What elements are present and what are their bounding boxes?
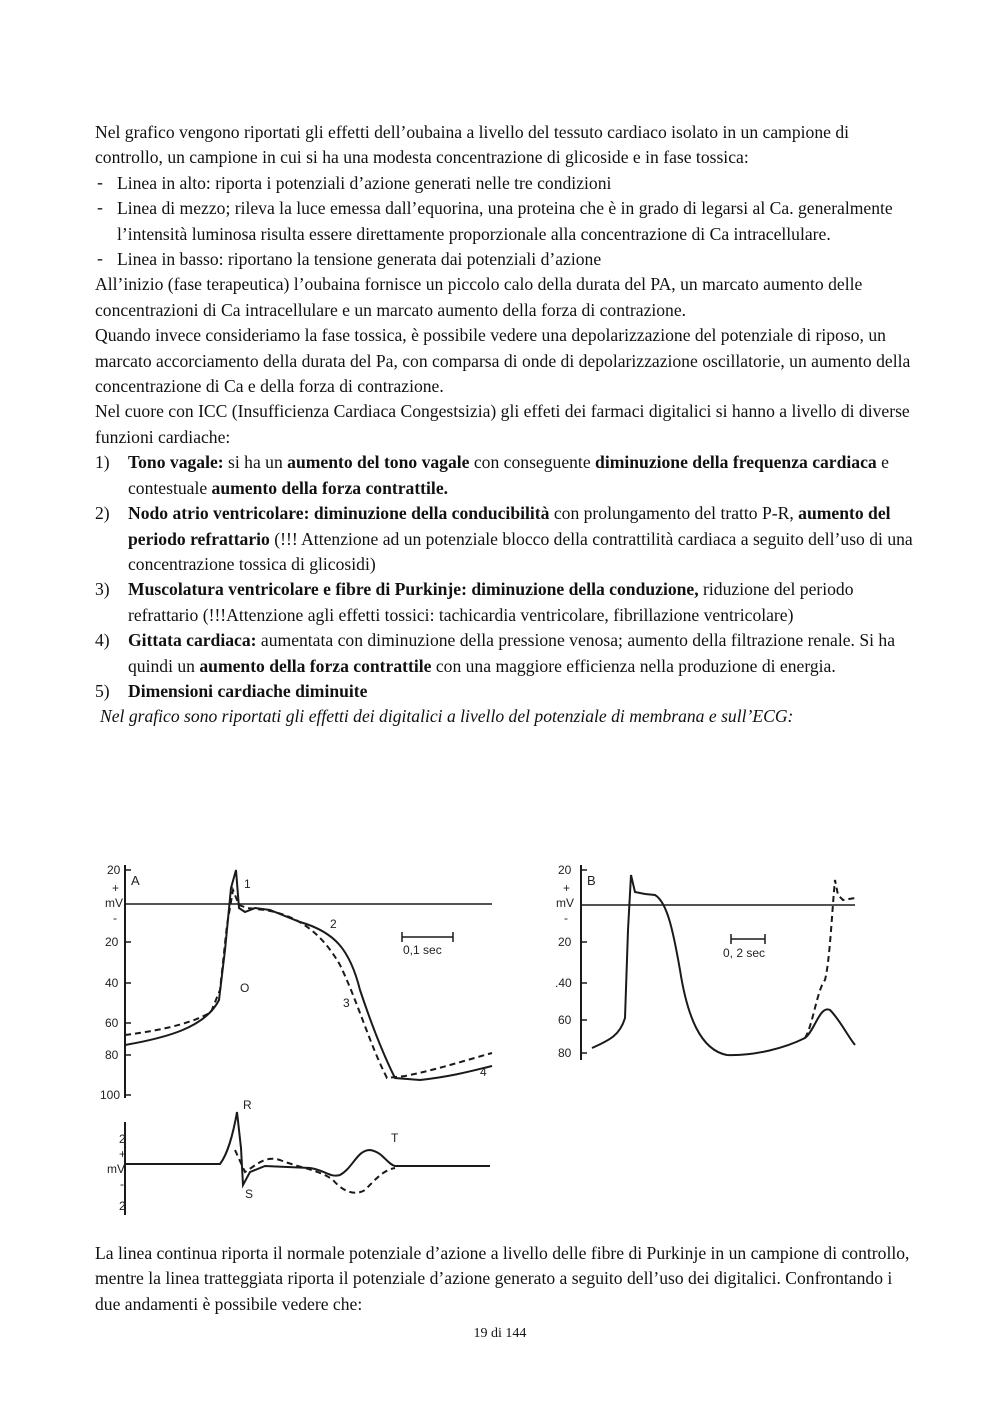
curve-label: 1 xyxy=(244,877,251,891)
body-text: con prolungamento del tratto P-R, xyxy=(549,503,799,524)
bottom-paragraph: La linea continua riporta il normale potenziale d’azione a livello delle fibre di Purkinje in un campione di controllo, mentre la linea tratteggiata riporta il potenziale d’azione generato a seguito dell’uso dei digitalici. Confrontando i due andamenti è possibile vedere che: xyxy=(95,1243,910,1314)
tick-label: - xyxy=(113,911,117,925)
bold-text: Dimensioni cardiache diminuite xyxy=(128,680,368,701)
curve-label: 4 xyxy=(480,1065,487,1079)
tick-label: 2 xyxy=(119,1132,126,1146)
ecg-label: S xyxy=(245,1187,254,1201)
time-scale-label: 0,1 sec xyxy=(403,943,442,957)
list-item-3 xyxy=(95,577,915,628)
bold-text: aumento del periodo refrattario xyxy=(128,503,891,549)
item-number: 4) xyxy=(95,630,110,651)
tick-label: 60 xyxy=(105,1016,119,1030)
figure-action-potentials xyxy=(95,850,875,1225)
time-scale-label: 0, 2 sec xyxy=(723,946,766,960)
tick-label: + xyxy=(119,1147,127,1161)
tick-label: 20 xyxy=(558,935,572,949)
body-text: e contestuale xyxy=(128,452,889,498)
figure-svg xyxy=(95,850,875,1225)
panel-b-letter: B xyxy=(587,873,596,888)
curve-label: 3 xyxy=(343,996,350,1010)
tick-label: 60 xyxy=(558,1013,572,1027)
body-text: con conseguente xyxy=(469,452,596,473)
item-number: 1) xyxy=(95,452,110,473)
figure-caption: Nel grafico sono riportati gli effetti dei digitalici a livello del potenziale di membrana e sull’ECG: xyxy=(100,706,794,727)
tick-label: + xyxy=(112,881,120,895)
tick-label: + xyxy=(563,881,571,895)
tick-label: mV xyxy=(105,896,123,910)
list-item: - Linea in basso: riportano la tensione generata dai potenziali d’azione xyxy=(95,247,915,272)
panel-b-control-curve xyxy=(592,875,855,1055)
panel-ecg xyxy=(107,1098,490,1215)
tick-label: 100 xyxy=(100,1088,121,1102)
curve-label: 2 xyxy=(330,917,337,931)
panel-a-digitalis-curve xyxy=(125,890,492,1078)
ecg-label: T xyxy=(391,1131,399,1145)
body-text: si ha un xyxy=(223,452,288,473)
tick-label: 40 xyxy=(105,976,119,990)
list-item: - Linea in alto: riporta i potenziali d’azione generati nelle tre condizioni xyxy=(95,171,915,196)
body-text: riduzione del periodo refrattario (!!!Attenzione agli effetti tossici: tachicardia ventricolare, fibrillazione ventricolare) xyxy=(128,579,854,625)
page-number: 19 di 144 xyxy=(473,1326,527,1341)
tick-label: mV xyxy=(556,896,574,910)
bold-text: Muscolatura ventricolare e fibre di Purkinje: diminuzione della conduzione, xyxy=(128,579,699,600)
tick-label: 20 xyxy=(105,935,119,949)
tick-label: - xyxy=(120,1177,124,1191)
tick-label: 80 xyxy=(558,1046,572,1060)
tick-label: 2 xyxy=(119,1199,126,1213)
panel-b-digitalis-curve xyxy=(805,880,855,1038)
item-number: 3) xyxy=(95,579,110,600)
list-item-5 xyxy=(95,679,915,704)
list-item: - Linea di mezzo; rileva la luce emessa dall’equorina, una proteina che è in grado di legarsi al Ca. generalmente l’intensità luminosa risulta essere direttamente proporzionale alla concentrazione di Ca intracellulare. xyxy=(95,196,915,247)
body-text: aumentata con diminuzione della pressione venosa; aumento della filtrazione renale. Si ha quindi un xyxy=(128,630,896,676)
ecg-control-curve xyxy=(125,1112,490,1185)
intro-paragraph: Nel grafico vengono riportati gli effetti dell’oubaina a livello del tessuto cardiaco isolato in un campione di controllo, un campione in cui si ha una modesta concentrazione di glicoside e in fase tossica: xyxy=(95,122,850,168)
item-number: 2) xyxy=(95,503,110,524)
bold-text: aumento del tono vagale xyxy=(287,452,470,473)
panel-a-control-curve xyxy=(125,870,492,1080)
paragraph-therapeutic: All’inizio (fase terapeutica) l’oubaina fornisce un piccolo calo della durata del PA, un marcato aumento delle concentrazioni di Ca intracellulare e un marcato aumento della forza di contrazione. xyxy=(95,274,863,320)
list-item-2 xyxy=(95,501,915,577)
bold-text: diminuzione della frequenza cardiaca xyxy=(595,452,877,473)
list-item-4 xyxy=(95,628,915,679)
paragraph-icc: Nel cuore con ICC (Insufficienza Cardiaca Congestsizia) gli effeti dei farmaci digitalici si hanno a livello di diverse funzioni cardiache: xyxy=(95,401,910,447)
bold-text: aumento della forza contrattile. xyxy=(211,477,449,498)
main-text xyxy=(95,120,915,730)
tick-label: 20 xyxy=(107,863,121,877)
bold-text: Tono vagale: xyxy=(128,452,224,473)
list-item-1 xyxy=(95,450,915,501)
ecg-label: R xyxy=(243,1098,252,1112)
tick-label: mV xyxy=(107,1162,125,1176)
curve-label: O xyxy=(240,981,250,995)
tick-label: - xyxy=(564,911,568,925)
numbered-list xyxy=(95,450,915,704)
body-text: (!!! Attenzione ad un potenziale blocco della contrattilità cardiaca a seguito dell’uso di una concentrazione tossica di glicosidi) xyxy=(128,528,913,574)
bold-text: aumento della forza contrattile xyxy=(199,655,432,676)
tick-label: 80 xyxy=(105,1048,119,1062)
lines-list xyxy=(95,171,915,273)
panel-a-letter: A xyxy=(131,873,140,888)
panel-b xyxy=(555,863,855,1060)
tick-label: .40 xyxy=(555,976,572,990)
tick-label: 20 xyxy=(558,863,572,877)
paragraph-toxic: Quando invece consideriamo la fase tossica, è possibile vedere una depolarizzazione del potenziale di riposo, un marcato accorciamento della durata del Pa, con comparsa di onde di depolarizzazione oscillatorie, un aumento della concentrazione di Ca e della forza di contrazione. xyxy=(95,325,911,397)
item-number: 5) xyxy=(95,680,110,701)
ecg-digitalis-curve xyxy=(235,1150,395,1193)
body-text: con una maggiore efficienza nella produzione di energia. xyxy=(431,655,836,676)
bold-text: Nodo atrio ventricolare: diminuzione della conducibilità xyxy=(128,503,550,524)
panel-a xyxy=(100,863,492,1102)
bold-text: Gittata cardiaca: xyxy=(128,630,257,651)
